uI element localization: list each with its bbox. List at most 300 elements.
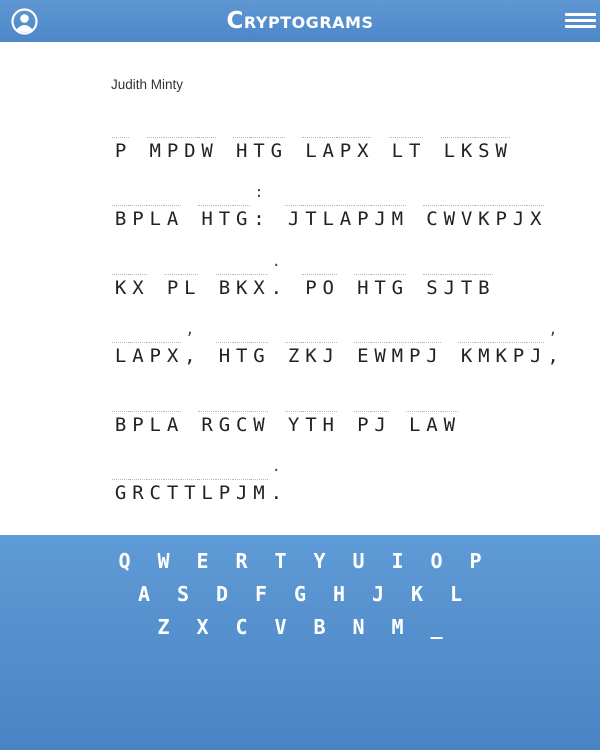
cipher-letter-cell[interactable] [147,389,164,439]
cipher-letter-cell[interactable] [389,183,406,233]
plaintext-slot [354,115,371,138]
key-l[interactable]: L [449,582,463,606]
key-x[interactable]: X [196,615,209,639]
cipher-char: C [426,208,438,230]
word-gap [337,252,354,302]
key-o[interactable]: O [430,549,443,573]
cipher-char: T [374,277,386,299]
plaintext-slot [112,320,129,343]
plaintext-slot [147,320,164,343]
key-v[interactable]: V [274,615,287,639]
plaintext-slot [389,252,406,275]
cipher-letter-cell[interactable] [475,320,492,370]
key-i[interactable]: I [391,549,404,573]
cipher-letter-cell[interactable] [216,320,233,370]
word-gap [406,252,423,302]
cipher-char: T [166,482,179,504]
cipher-letter-cell[interactable] [233,183,250,233]
plaintext-slot [354,320,371,343]
plaintext-slot [475,252,492,275]
cipher-letter-cell[interactable] [164,115,181,165]
cipher-letter-cell[interactable] [233,252,250,302]
plaintext-slot [302,389,319,412]
cipher-char: P [408,345,421,367]
cipher-char: L [149,414,161,436]
cipher-char: C [149,482,161,504]
cipher-char: T [184,482,196,504]
plaintext-slot [285,252,302,274]
plaintext-slot [129,183,146,206]
plaintext-slot [216,115,233,137]
key-t[interactable]: T [274,549,287,573]
cipher-letter-cell[interactable] [458,183,475,233]
plaintext-slot [458,115,475,138]
cipher-letter-cell[interactable] [320,389,337,439]
key-k[interactable]: K [410,582,424,606]
cipher-char: P [357,208,369,230]
plaintext-slot [389,320,406,343]
cipher-letter-cell[interactable] [406,320,423,370]
cipher-char: B [478,277,490,299]
plaintext-slot [371,320,388,343]
cipher-letter-cell[interactable] [423,252,440,302]
key-g[interactable]: G [293,582,307,606]
cipher-letter-cell[interactable] [406,115,423,165]
plaintext-slot [371,389,388,412]
cipher-letter-cell[interactable] [302,183,319,233]
cipher-letter-cell[interactable] [320,115,337,165]
cipher-letter-cell[interactable] [320,320,337,370]
word-gap [441,320,458,370]
cipher-letter-cell[interactable] [371,320,388,370]
key-d[interactable]: D [215,582,229,606]
plaintext-slot [406,183,423,205]
key-q[interactable]: Q [118,549,131,573]
cipher-letter-cell[interactable] [475,252,492,302]
cipher-letter-cell[interactable] [371,389,388,439]
cipher-letter-cell[interactable] [216,183,233,233]
cipher-char: K [460,345,473,367]
plaintext-slot [441,183,458,206]
cipher-char: Z [287,345,300,367]
key-h[interactable]: H [332,582,346,606]
cipher-letter-cell[interactable] [112,183,129,233]
cipher-letter-cell[interactable] [354,252,371,302]
plaintext-slot [389,115,406,138]
key-u[interactable]: U [352,549,365,573]
cipher-letter-cell[interactable] [233,389,250,439]
cipher-letter-cell[interactable] [458,252,475,302]
cipher-letter-cell[interactable] [147,457,164,507]
cipher-char: T [218,208,231,230]
key-s[interactable]: S [176,582,190,606]
app-title: Cryptograms [226,8,374,34]
cipher-letter-cell[interactable] [458,320,475,370]
cipher-char: J [322,345,334,367]
cipher-char: H [201,208,213,230]
cipher-char: D [184,140,196,162]
cipher-char: X [253,277,265,299]
cipher-char: . [270,482,283,504]
key-z[interactable]: Z [157,615,170,639]
cipher-char: J [374,208,386,230]
punctuation-cell [181,320,198,370]
cipher-letter-cell[interactable] [164,183,181,233]
plaintext-slot [147,183,164,206]
plaintext-slot [423,252,440,275]
cipher-letter-cell[interactable] [233,115,250,165]
cipher-letter-cell[interactable] [320,252,337,302]
cipher-letter-cell[interactable] [268,115,285,165]
word-gap [198,252,215,302]
cipher-letter-cell[interactable] [389,320,406,370]
cipher-letter-cell[interactable] [129,183,146,233]
cipher-letter-cell[interactable] [216,457,233,507]
cipher-letter-cell[interactable] [475,183,492,233]
cipher-letter-cell[interactable] [354,183,371,233]
cipher-letter-cell[interactable] [147,183,164,233]
plaintext-slot [285,115,302,137]
key-y[interactable]: Y [313,549,326,573]
cipher-char: L [149,208,161,230]
cipher-char: H [236,140,248,162]
cipher-char: K [114,277,127,299]
cipher-letter-cell[interactable] [371,252,388,302]
plaintext-slot [320,183,337,206]
cipher-letter-cell[interactable] [302,115,319,165]
cipher-letter-cell[interactable] [302,389,319,439]
cipher-letter-cell[interactable] [527,320,544,370]
cipher-char: L [184,277,196,299]
plaintext-slot [475,320,492,343]
cipher-letter-cell[interactable] [250,252,267,302]
cipher-letter-cell[interactable] [181,115,198,165]
cipher-letter-cell[interactable] [302,252,319,302]
cipher-letter-cell[interactable] [216,252,233,302]
plaintext-slot [354,252,371,275]
key-b[interactable]: B [313,615,326,639]
cipher-letter-cell[interactable] [129,320,146,370]
cipher-letter-cell[interactable] [233,457,250,507]
cipher-letter-cell[interactable] [493,115,510,165]
cipher-letter-cell[interactable] [233,320,250,370]
cipher-char: M [391,345,404,367]
plaintext-slot [112,389,129,412]
cipher-letter-cell[interactable] [527,183,544,233]
cipher-letter-cell[interactable] [250,457,267,507]
plaintext-slot [354,183,371,206]
cipher-letter-cell[interactable] [129,389,146,439]
cipher-char: B [114,208,127,230]
plaintext-slot [527,320,544,343]
punctuation-cell [268,252,285,302]
plaintext-slot [129,457,146,480]
cipher-line [112,115,510,165]
key-r[interactable]: R [235,549,248,573]
key-m[interactable]: M [391,615,404,639]
cipher-letter-cell[interactable] [493,320,510,370]
cipher-letter-cell[interactable] [112,389,129,439]
plaintext-slot [371,183,388,206]
cipher-letter-cell[interactable] [371,183,388,233]
cipher-char: L [391,140,404,162]
cipher-char: P [149,345,161,367]
cipher-letter-cell[interactable] [147,115,164,165]
plaintext-slot [320,389,337,412]
plaintext-slot [268,183,285,205]
word-gap [268,320,285,370]
cipher-letter-cell[interactable] [475,115,492,165]
cipher-char: A [322,140,334,162]
cipher-char: P [218,482,231,504]
cipher-char: R [201,414,213,436]
plaintext-slot [112,252,129,275]
punctuation-cell [544,320,561,370]
cipher-char: X [530,208,542,230]
cipher-char: V [460,208,473,230]
cipher-letter-cell[interactable] [389,115,406,165]
cipher-char: : [253,208,265,230]
plaintext-slot [475,183,492,206]
cipher-letter-cell[interactable] [250,115,267,165]
cipher-letter-cell[interactable] [112,115,129,165]
cipher-letter-cell[interactable] [285,320,302,370]
cipher-char: B [114,414,127,436]
cipher-char: W [443,208,456,230]
cipher-char: G [236,208,248,230]
plaintext-slot [441,389,458,412]
plaintext-slot [389,389,406,411]
cipher-letter-cell[interactable] [112,320,129,370]
cipher-letter-cell[interactable] [285,389,302,439]
plaintext-slot [302,115,319,138]
cipher-letter-cell[interactable] [423,183,440,233]
cipher-letter-cell[interactable] [147,320,164,370]
cipher-char: P [305,277,317,299]
cipher-letter-cell[interactable] [441,252,458,302]
key-e[interactable]: E [196,549,209,573]
cipher-char: P [512,345,525,367]
cipher-char: K [460,140,473,162]
plaintext-slot [216,457,233,480]
plaintext-slot [268,389,285,411]
cipher-char: X [166,345,179,367]
cipher-char: , [184,345,196,367]
cipher-char: H [322,414,334,436]
plaintext-slot [216,183,233,206]
cipher-letter-cell[interactable] [510,183,527,233]
plaintext-slot [164,183,181,206]
cipher-char: J [236,482,248,504]
cipher-char: L [305,140,317,162]
cipher-letter-cell[interactable] [112,252,129,302]
plaintext-slot [285,320,302,343]
hamburger-menu-icon[interactable] [565,13,596,30]
plaintext-slot [423,389,440,412]
keyboard-row [0,580,600,608]
cipher-char: J [443,277,456,299]
cipher-char: P [339,140,352,162]
word-gap [285,115,302,165]
plaintext-slot: . [271,252,281,270]
plaintext-slot [233,389,250,412]
plaintext-slot [129,320,146,343]
cipher-letter-cell[interactable] [198,457,215,507]
cipher-char: G [114,482,127,504]
cipher-char: . [270,277,283,299]
word-gap [147,252,164,302]
plaintext-slot [181,252,198,275]
cipher-char: H [218,345,231,367]
cipher-char: T [305,414,317,436]
cipher-char: P [132,208,144,230]
key-blank[interactable]: _ [430,615,443,639]
plaintext-slot [198,389,215,412]
cipher-letter-cell[interactable] [337,115,354,165]
cipher-char: J [426,345,438,367]
plaintext-slot [441,320,458,342]
keyboard-row [0,547,600,575]
cipher-letter-cell[interactable] [181,252,198,302]
cipher-letter-cell[interactable] [337,183,354,233]
cipher-letter-cell[interactable] [302,320,319,370]
plaintext-slot [423,183,440,206]
plaintext-slot [164,115,181,138]
cipher-line [112,252,493,302]
cipher-char: G [270,140,283,162]
cipher-letter-cell[interactable] [216,389,233,439]
plaintext-slot [406,252,423,274]
key-f[interactable]: F [254,582,268,606]
plaintext-slot [320,115,337,138]
cipher-letter-cell[interactable] [510,320,527,370]
plaintext-slot [423,115,440,137]
cipher-letter-cell[interactable] [112,457,129,507]
cipher-letter-cell[interactable] [354,115,371,165]
cipher-char: G [253,345,265,367]
cipher-char: P [114,140,127,162]
plaintext-slot [302,320,319,343]
cipher-char: L [408,414,421,436]
plaintext-slot [164,389,181,412]
cipher-line [112,389,458,439]
cipher-char: M [391,208,404,230]
user-profile-icon[interactable] [11,8,38,35]
cipher-letter-cell[interactable] [250,389,267,439]
cipher-char: G [218,414,231,436]
cipher-letter-cell[interactable] [129,457,146,507]
plaintext-slot [527,183,544,206]
cipher-letter-cell[interactable] [320,183,337,233]
word-gap [371,115,388,165]
key-w[interactable]: W [157,549,170,573]
cipher-char: H [357,277,369,299]
cipher-letter-cell[interactable] [285,183,302,233]
plaintext-slot [285,389,302,412]
plaintext-slot [302,183,319,206]
cipher-letter-cell[interactable] [423,389,440,439]
plaintext-slot [458,183,475,206]
word-gap [337,389,354,439]
cipher-letter-cell[interactable] [164,320,181,370]
cipher-letter-cell[interactable] [164,457,181,507]
plaintext-slot [147,457,164,480]
key-c[interactable]: C [235,615,248,639]
cipher-letter-cell[interactable] [423,320,440,370]
cipher-letter-cell[interactable] [198,115,215,165]
cipher-letter-cell[interactable] [354,389,371,439]
plaintext-slot [164,252,181,275]
plaintext-slot [510,320,527,343]
plaintext-slot [233,320,250,343]
plaintext-slot [510,183,527,206]
plaintext-slot [302,252,319,275]
key-n[interactable]: N [352,615,365,639]
cipher-char: J [512,208,525,230]
cipher-letter-cell[interactable] [181,457,198,507]
plaintext-slot [233,457,250,480]
key-a[interactable]: A [137,582,151,606]
cipher-char: B [218,277,231,299]
cipher-letter-cell[interactable] [198,389,215,439]
word-gap [423,115,440,165]
cipher-char: R [132,482,144,504]
cipher-letter-cell[interactable] [441,389,458,439]
cipher-letter-cell[interactable] [441,183,458,233]
punctuation-cell [268,457,285,507]
cipher-letter-cell[interactable] [406,389,423,439]
plaintext-slot [493,320,510,343]
cipher-char: W [201,140,213,162]
plaintext-slot [129,389,146,412]
cipher-char: K [495,345,507,367]
cipher-letter-cell[interactable] [493,183,510,233]
word-gap [406,183,423,233]
cipher-char: M [478,345,490,367]
cipher-char: K [236,277,248,299]
cipher-char: T [460,277,473,299]
plaintext-slot [337,115,354,138]
plaintext-slot [233,115,250,138]
plaintext-slot: : [254,183,264,201]
cipher-char: A [426,414,438,436]
cipher-letter-cell[interactable] [354,320,371,370]
cipher-letter-cell[interactable] [441,115,458,165]
key-j[interactable]: J [371,582,385,606]
plaintext-slot [423,320,440,343]
plaintext-slot [112,457,129,480]
cipher-char: A [339,208,352,230]
cipher-letter-cell[interactable] [164,252,181,302]
key-p[interactable]: P [469,549,482,573]
plaintext-slot [233,252,250,275]
cipher-letter-cell[interactable] [250,320,267,370]
plaintext-slot [181,389,198,411]
cipher-letter-cell[interactable] [458,115,475,165]
header-bar [0,0,600,42]
cipher-letter-cell[interactable] [164,389,181,439]
cipher-letter-cell[interactable] [389,252,406,302]
cipher-letter-cell[interactable] [198,183,215,233]
plaintext-slot [493,183,510,206]
punctuation-cell [250,183,267,233]
plaintext-slot [337,183,354,206]
word-gap [129,115,146,165]
cipher-letter-cell[interactable] [129,252,146,302]
plaintext-slot [406,115,423,138]
cipher-char: T [408,140,421,162]
plaintext-slot: , [185,320,195,338]
